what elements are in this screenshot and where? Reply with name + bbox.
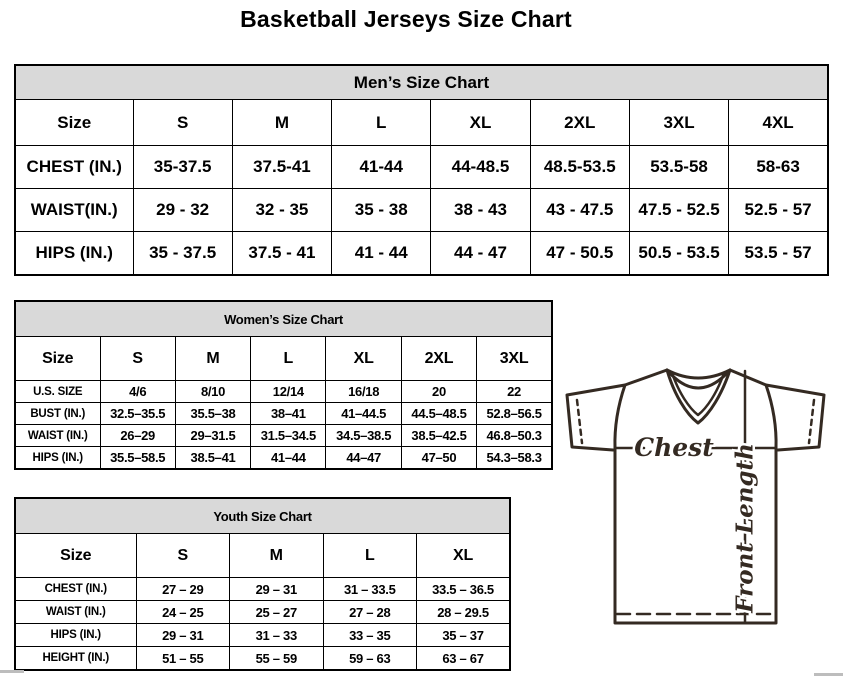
value-cell: 37.5 - 41 [232, 232, 331, 276]
value-cell: 58-63 [729, 146, 828, 189]
value-cell: 29 – 31 [230, 578, 324, 601]
jersey-diagram-icon [556, 362, 842, 662]
jersey-left-armhole [615, 385, 625, 448]
value-cell: 63 – 67 [417, 647, 511, 671]
value-cell: 53.5-58 [629, 146, 728, 189]
value-cell: 50.5 - 53.5 [629, 232, 728, 276]
value-cell: 41–44 [251, 447, 326, 470]
value-cell: 41-44 [332, 146, 431, 189]
value-cell: 38 - 43 [431, 189, 530, 232]
row-label-cell: HIPS (IN.) [15, 232, 133, 276]
row-label-cell: CHEST (IN.) [15, 146, 133, 189]
jersey-right-shoulder [730, 370, 766, 385]
size-column-header: L [332, 100, 431, 146]
table-row [15, 232, 828, 276]
value-cell: 35.5–38 [175, 403, 250, 425]
value-cell: 44.5–48.5 [401, 403, 476, 425]
size-column-header: L [251, 337, 326, 381]
value-cell: 51 – 55 [136, 647, 230, 671]
value-cell: 38.5–42.5 [401, 425, 476, 447]
size-label-cell: Size [15, 337, 100, 381]
size-column-header: M [230, 534, 324, 578]
scrollbar-fragment-left[interactable] [0, 670, 24, 673]
front-length-label: Front Length [731, 443, 759, 613]
jersey-right-cuff-dashed [809, 400, 814, 443]
size-column-header: S [133, 100, 232, 146]
value-cell: 48.5-53.5 [530, 146, 629, 189]
value-cell: 32 - 35 [232, 189, 331, 232]
value-cell: 34.5–38.5 [326, 425, 401, 447]
value-cell: 53.5 - 57 [729, 232, 828, 276]
size-column-header: XL [417, 534, 511, 578]
value-cell: 25 – 27 [230, 601, 324, 624]
size-column-header: XL [431, 100, 530, 146]
size-header-row [15, 100, 828, 146]
row-label-cell: HIPS (IN.) [15, 447, 100, 470]
table-row [15, 647, 510, 671]
value-cell: 22 [477, 381, 552, 403]
value-cell: 20 [401, 381, 476, 403]
row-label-cell: U.S. SIZE [15, 381, 100, 403]
value-cell: 29–31.5 [175, 425, 250, 447]
value-cell: 31.5–34.5 [251, 425, 326, 447]
value-cell: 33.5 – 36.5 [417, 578, 511, 601]
row-label-cell: HIPS (IN.) [15, 624, 136, 647]
scrollbar-fragment-right[interactable] [814, 673, 843, 676]
value-cell: 52.5 - 57 [729, 189, 828, 232]
value-cell: 52.8–56.5 [477, 403, 552, 425]
row-label-cell: WAIST(IN.) [15, 189, 133, 232]
value-cell: 46.8–50.3 [477, 425, 552, 447]
row-label-cell: WAIST (IN.) [15, 601, 136, 624]
value-cell: 44–47 [326, 447, 401, 470]
size-column-header: 2XL [530, 100, 629, 146]
womens-size-table [14, 300, 553, 470]
value-cell: 38.5–41 [175, 447, 250, 470]
chest-label: Chest [634, 433, 714, 462]
value-cell: 16/18 [326, 381, 401, 403]
row-label-cell: WAIST (IN.) [15, 425, 100, 447]
value-cell: 35.5–58.5 [100, 447, 175, 470]
table-body [15, 146, 828, 276]
value-cell: 41–44.5 [326, 403, 401, 425]
value-cell: 47 - 50.5 [530, 232, 629, 276]
table-row [15, 624, 510, 647]
table-row [15, 189, 828, 232]
table-row [15, 381, 552, 403]
table-title-row [15, 65, 828, 100]
value-cell: 24 – 25 [136, 601, 230, 624]
size-column-header: L [323, 534, 417, 578]
size-column-header: 2XL [401, 337, 476, 381]
jersey-left-cuff-dashed [577, 400, 582, 443]
value-cell: 35 - 38 [332, 189, 431, 232]
value-cell: 44-48.5 [431, 146, 530, 189]
table-body [15, 578, 510, 671]
value-cell: 54.3–58.3 [477, 447, 552, 470]
row-label-cell: BUST (IN.) [15, 403, 100, 425]
size-column-header: M [175, 337, 250, 381]
size-column-header: M [232, 100, 331, 146]
jersey-right-armhole [766, 385, 776, 448]
value-cell: 33 – 35 [323, 624, 417, 647]
table-title: Youth Size Chart [15, 498, 510, 534]
value-cell: 27 – 28 [323, 601, 417, 624]
value-cell: 59 – 63 [323, 647, 417, 671]
value-cell: 27 – 29 [136, 578, 230, 601]
value-cell: 26–29 [100, 425, 175, 447]
table-title-row [15, 498, 510, 534]
page-title: Basketball Jerseys Size Chart [240, 6, 572, 32]
value-cell: 8/10 [175, 381, 250, 403]
size-label-cell: Size [15, 100, 133, 146]
size-column-header: S [136, 534, 230, 578]
value-cell: 38–41 [251, 403, 326, 425]
size-column-header: S [100, 337, 175, 381]
value-cell: 32.5–35.5 [100, 403, 175, 425]
value-cell: 29 – 31 [136, 624, 230, 647]
table-title: Women’s Size Chart [15, 301, 552, 337]
size-column-header: 4XL [729, 100, 828, 146]
value-cell: 37.5-41 [232, 146, 331, 189]
value-cell: 28 – 29.5 [417, 601, 511, 624]
value-cell: 44 - 47 [431, 232, 530, 276]
mens-size-table [14, 64, 829, 276]
value-cell: 12/14 [251, 381, 326, 403]
size-header-row [15, 534, 510, 578]
jersey-measurement-diagram [556, 362, 842, 662]
value-cell: 29 - 32 [133, 189, 232, 232]
value-cell: 47.5 - 52.5 [629, 189, 728, 232]
table-body [15, 381, 552, 470]
size-label-cell: Size [15, 534, 136, 578]
value-cell: 31 – 33 [230, 624, 324, 647]
size-header-row [15, 337, 552, 381]
youth-size-table [14, 497, 511, 671]
size-column-header: XL [326, 337, 401, 381]
table-title-row [15, 301, 552, 337]
value-cell: 4/6 [100, 381, 175, 403]
table-row [15, 601, 510, 624]
value-cell: 47–50 [401, 447, 476, 470]
jersey-left-shoulder [625, 370, 667, 385]
table-title: Men’s Size Chart [15, 65, 828, 100]
value-cell: 55 – 59 [230, 647, 324, 671]
size-column-header: 3XL [629, 100, 728, 146]
table-row [15, 447, 552, 470]
table-row [15, 146, 828, 189]
value-cell: 41 - 44 [332, 232, 431, 276]
value-cell: 43 - 47.5 [530, 189, 629, 232]
value-cell: 35-37.5 [133, 146, 232, 189]
value-cell: 35 – 37 [417, 624, 511, 647]
value-cell: 31 – 33.5 [323, 578, 417, 601]
table-row [15, 403, 552, 425]
table-row [15, 578, 510, 601]
row-label-cell: CHEST (IN.) [15, 578, 136, 601]
table-row [15, 425, 552, 447]
row-label-cell: HEIGHT (IN.) [15, 647, 136, 671]
jersey-collar-back-arc1 [667, 370, 730, 378]
value-cell: 35 - 37.5 [133, 232, 232, 276]
size-column-header: 3XL [477, 337, 552, 381]
